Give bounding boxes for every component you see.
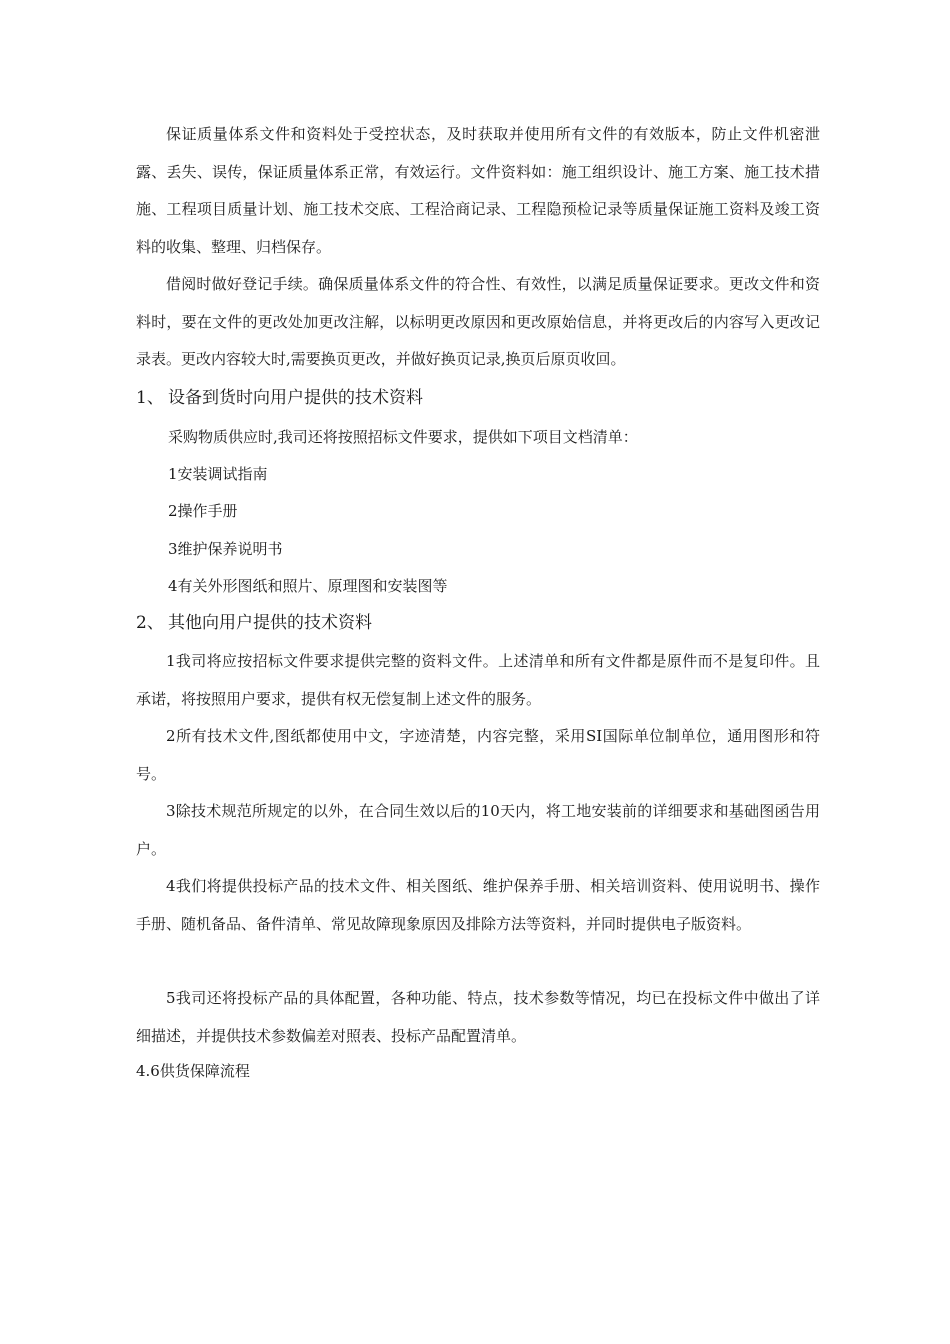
subsection-heading: 4.6供货保障流程 <box>136 1062 250 1080</box>
list-item: 3维护保养说明书 <box>168 540 283 558</box>
section2-paragraph: 5我司还将投标产品的具体配置，各种功能、特点，技术参数等情况，均已在投标文件中做出了详细描述，并提供技术参数偏差对照表、投标产品配置清单。 <box>136 989 820 1045</box>
section2-paragraph: 4我们将提供投标产品的技术文件、相关图纸、维护保养手册、相关培训资料、使用说明书、操作手册、随机备品、备件清单、常见故障现象原因及排除方法等资料，并同时提供电子版资料。 <box>136 877 820 933</box>
section-title: 设备到货时向用户提供的技术资料 <box>168 388 423 408</box>
section-heading-2 <box>136 608 820 638</box>
section-number: 2、 <box>136 613 164 633</box>
section-number: 1、 <box>136 388 164 408</box>
paragraph-document-control: 保证质量体系文件和资料处于受控状态，及时获取并使用所有文件的有效版本，防止文件机密泄露、丢失、误传，保证质量体系正常，有效运行。文件资料如：施工组织设计、施工方案、施工技术措施、工程项目质量计划、施工技术交底、工程洽商记录、工程隐预检记录等质量保证施工资料及竣工资料的收集、整理、归档保存。 <box>136 125 820 256</box>
section-title: 其他向用户提供的技术资料 <box>168 613 372 633</box>
section1-intro: 采购物质供应时,我司还将按照招标文件要求，提供如下项目文档清单： <box>168 428 638 446</box>
section2-paragraph: 1我司将应按招标文件要求提供完整的资料文件。上述清单和所有文件都是原件而不是复印件。且承诺，将按照用户要求，提供有权无偿复制上述文件的服务。 <box>136 652 820 708</box>
list-item: 4有关外形图纸和照片、原理图和安装图等 <box>168 577 448 595</box>
section2-paragraph: 3除技术规范所规定的以外，在合同生效以后的10天内，将工地安装前的详细要求和基础图函告用户。 <box>136 802 820 858</box>
list-item: 2操作手册 <box>168 502 238 520</box>
section2-paragraph: 2所有技术文件,图纸都使用中文，字迹清楚，内容完整，采用SI国际单位制单位，通用图形和符号。 <box>136 727 820 783</box>
paragraph-document-change: 借阅时做好登记手续。确保质量体系文件的符合性、有效性，以满足质量保证要求。更改文件和资料时，要在文件的更改处加更改注解，以标明更改原因和更改原始信息，并将更改后的内容写入更改记录表。更改内容较大时,需要换页更改，并做好换页记录,换页后原页收回。 <box>136 275 820 368</box>
section-heading-1 <box>136 383 820 413</box>
list-item: 1安装调试指南 <box>168 465 268 483</box>
